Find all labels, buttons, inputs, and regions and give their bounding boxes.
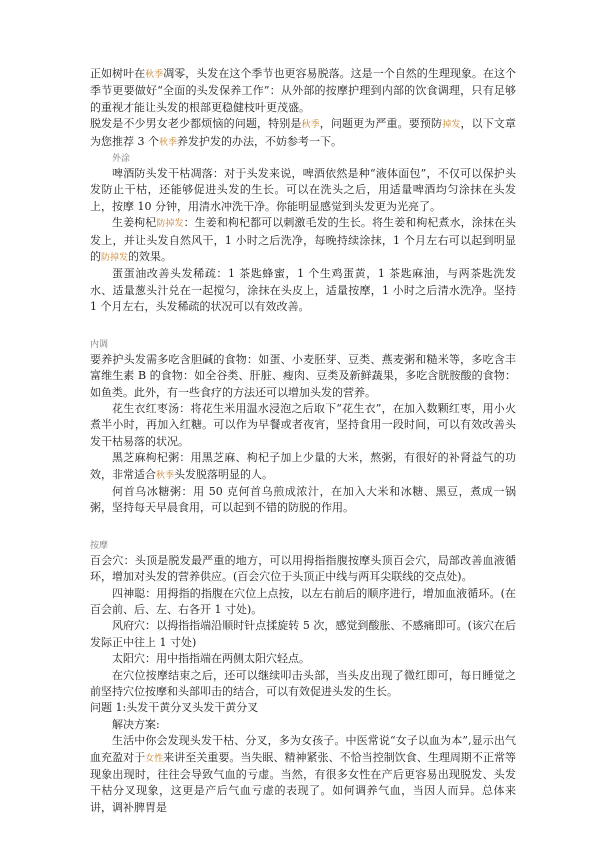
sishencong-point-paragraph: 四神聪：用拇指的指腹在穴位上点按，以左右前后的顺序进行，增加血液循环。(在百会前、后、左、右各开 1 寸处)。 xyxy=(90,586,516,616)
peanut-soup-paragraph: 花生衣红枣汤：将花生米用温水浸泡之后取下“花生衣”，在加入数颗红枣，用小火煮半小时，再加入红糖。可以作为早餐或者夜宵，坚持食用一段时间，可以有效改善头发干枯易落的状况。 xyxy=(90,401,516,448)
taiyang-point-paragraph: 太阳穴：用中指指端在两侧太阳穴轻点。 xyxy=(112,652,310,666)
text-run: ，以下文章为您推荐 3 个 xyxy=(90,117,516,148)
text-run: 凋零，头发在这个季节也更容易脱落。这是一个自然的生理现象。在这个季节更要做好“全面的头发保养工作”：从外部的按摩护理到内部的饮食调理，只有足够的重视才能让头发的根部更稳健枝叶更茂盛。 xyxy=(90,67,517,114)
keyword-highlight: 秋季 xyxy=(301,120,320,131)
text-run: 养发护发的办法，不妨参考一下。 xyxy=(177,134,343,148)
article-body xyxy=(90,66,516,816)
intro-paragraph-2 xyxy=(90,116,516,151)
text-run: ，问题更为严重。要预防 xyxy=(319,117,443,131)
keyword-highlight: 防掉发 xyxy=(101,253,129,264)
text-run: 生姜枸杞 xyxy=(112,216,157,230)
baihui-point-paragraph: 百会穴：头顶是脱发最严重的地方，可以用拇指指腹按摩头顶百会穴，局部改善血液循环，增加对头发的营养供应。(百会穴位于头顶正中线与两耳尖联线的交点处)。 xyxy=(90,553,516,584)
section-heading-massage: 按摩 xyxy=(90,540,109,551)
fengfu-point-paragraph: 风府穴：以拇指指端沿顺时针点揉旋转 5 次，感觉到酸胀、不感痛即可。(该穴在后发际正中往上 1 寸处) xyxy=(90,619,516,649)
keyword-highlight: 防掉发 xyxy=(156,219,184,230)
text-run: 的效果。 xyxy=(128,250,173,264)
text-run: 头发脱落明显的人。 xyxy=(174,467,274,481)
text-run: 来讲至关重要。当失眠、精神紧张、不恰当控制饮食、生理周期不正常等现象出现时，往往会导致气血的亏虚。当然，有很多女性在产后更容易出现脱发、头发干枯分叉现象，这更是产后气血亏虚的表现了。如何调养气血，当因人而异。总体来讲，调补脾胃是 xyxy=(90,750,517,814)
sesame-porridge-paragraph xyxy=(90,450,516,484)
egg-oil-remedy-paragraph: 蛋蛋油改善头发稀疏：1 茶匙蜂蜜，1 个生鸡蛋黄，1 茶匙麻油，与两茶匙洗发水、适量葱头汁兑在一起搅匀，涂抹在头皮上，适量按摩，1 小时之后清水洗净。坚持 1 个月左右，头发稀疏的状况可以有效改善。 xyxy=(90,267,516,314)
diet-intro-paragraph: 要养护头发需多吃含胆碱的食物：如蛋、小麦胚芽、豆类、燕麦粥和糙米等，多吃含丰富维生素 B 的食物：如全谷类、肝脏、瘦肉、豆类及新鲜蔬果，多吃含胱胺酸的食物：如鱼类。此外，有一些食疗的方法还可以增加头发的营养。 xyxy=(90,352,516,399)
section-heading-external: 外涂 xyxy=(112,154,131,165)
beer-remedy-paragraph: 啤酒防头发干枯凋落：对于头发来说，啤酒依然是种“液体面包”，不仅可以保护头发防止干枯，还能够促进头发的生长。可以在洗头之后，用适量啤酒均匀涂抹在头发上，按摩 10 分钟，用清水冲洗干净。你能明显感觉到头发更为光亮了。 xyxy=(90,167,516,213)
ginger-remedy-paragraph xyxy=(90,215,516,266)
intro-paragraph-1 xyxy=(90,66,516,116)
keyword-highlight: 秋季 xyxy=(156,470,175,481)
text-run: 正如树叶在 xyxy=(90,67,146,80)
text-run: 脱发是不少男女老少都烦恼的问题，特别是 xyxy=(90,117,302,131)
heshouwu-porridge-paragraph: 何首乌冰糖粥：用 50 克何首乌煎成浓汁，在加入大米和冰糖、黑豆，煮成一锅粥，坚持每天早晨食用，可以起到不错的防脱的作用。 xyxy=(90,484,516,515)
problem-title: 问题 1:头发干黄分叉头发干黄分叉 xyxy=(90,701,259,715)
text-run: 生活中你会发现头发干枯、分叉，多为女孩子。中医常说“女子以血为本”,显示出气血充盈对于 xyxy=(90,734,516,764)
solution-paragraph xyxy=(90,733,516,816)
keyword-highlight: 掉发 xyxy=(442,120,461,131)
section-heading-internal: 内调 xyxy=(90,339,109,350)
text-run: 黑芝麻枸杞粥：用黑芝麻、枸杞子加上少量的大米，熬粥，有很好的补肾益气的功效，非常适合 xyxy=(90,451,516,481)
text-run: ：生姜和枸杞都可以刺激毛发的生长。将生姜和枸杞煮水，涂抹在头发上，并让头发自然风干，1 小时之后洗净，每晚持续涂抹，1 个月左右可以起到明显的 xyxy=(90,216,516,264)
solution-label: 解决方案: xyxy=(112,717,160,731)
massage-summary-paragraph: 在穴位按摩结束之后，还可以继续叩击头部，当头皮出现了微红即可，每日睡觉之前坚持穴位按摩和头部叩击的结合，可以有效促进头发的生长。 xyxy=(90,668,516,698)
keyword-highlight: 秋季 xyxy=(145,70,164,80)
keyword-highlight: 女性 xyxy=(145,753,164,764)
keyword-highlight: 秋季 xyxy=(159,137,178,148)
